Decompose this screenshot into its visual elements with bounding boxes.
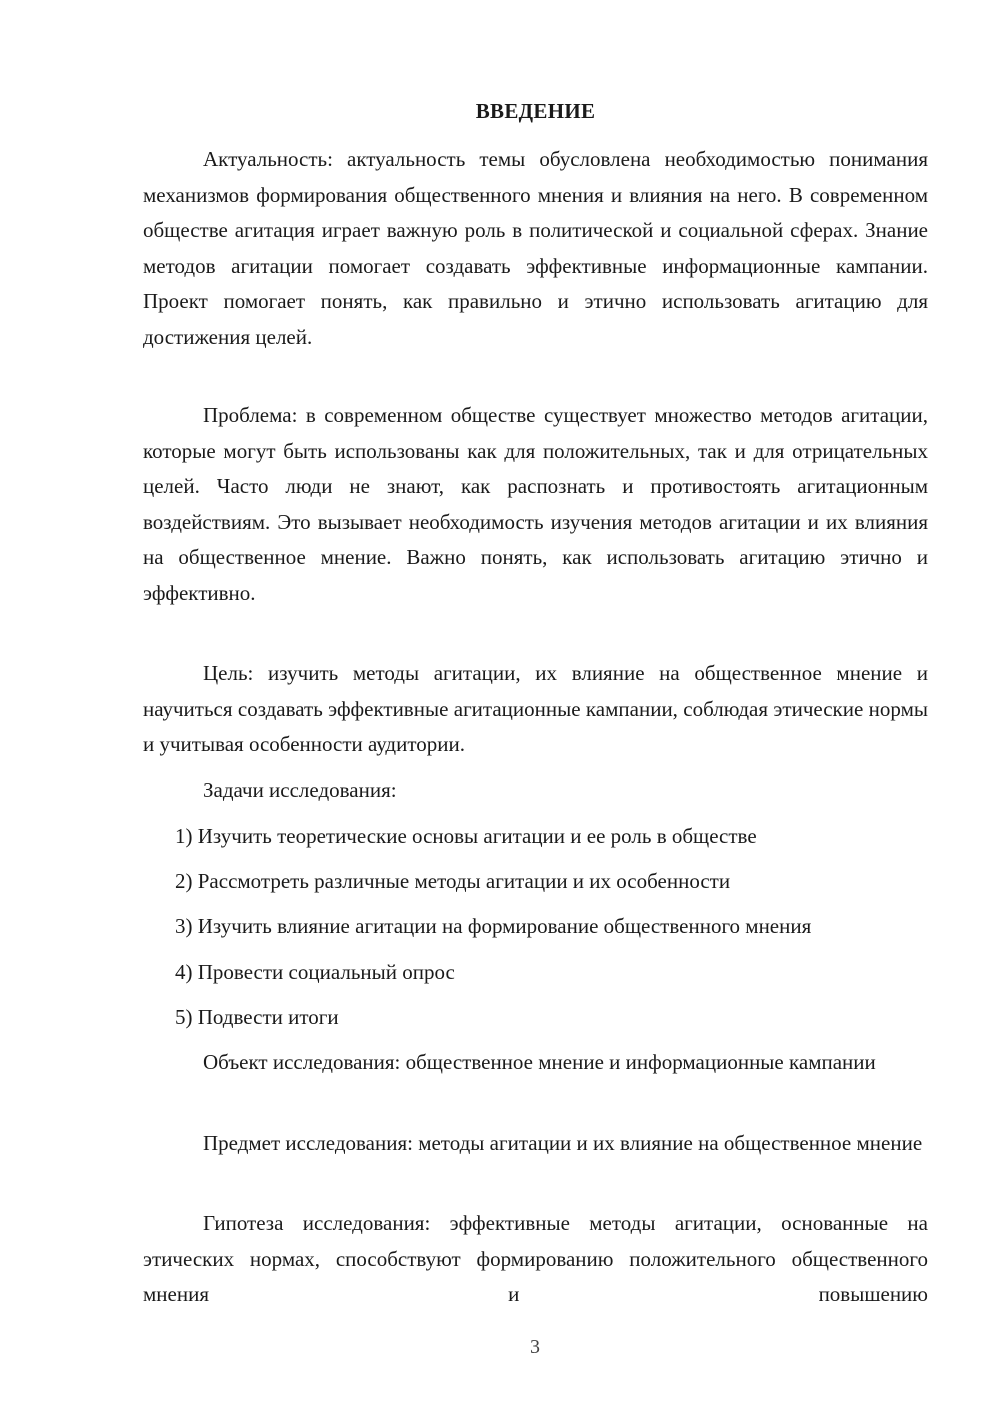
task-item-4: 4) Провести социальный опрос (175, 960, 455, 984)
relevance-paragraph: Актуальность: актуальность темы обусловлена необходимостью понимания механизмов формирования общественного мнения и влияния на него. В современном обществе агитация играет важную роль в политической и социальной сферах. Знание методов агитации помогает создавать эффективные информационные кампании. Проект помогает понять, как правильно и этично использовать агитацию для достижения целей. (143, 147, 928, 349)
goal-paragraph: Цель: изучить методы агитации, их влияние на общественное мнение и научиться создавать эффективные агитационные кампании, соблюдая этические нормы и учитывая особенности аудитории. (143, 661, 928, 756)
problem-paragraph: Проблема: в современном обществе существует множество методов агитации, которые могут быть использованы как для положительных, так и для отрицательных целей. Часто люди не знают, как распознать и противостоять агитационным воздействиям. Это вызывает необходимость изучения методов агитации и их влияния на общественное мнение. Важно понять, как использовать агитацию этично и эффективно. (143, 403, 928, 605)
task-item-5: 5) Подвести итоги (175, 1005, 339, 1029)
task-item-1: 1) Изучить теоретические основы агитации и ее роль в обществе (175, 824, 757, 848)
task-item-2: 2) Рассмотреть различные методы агитации и их особенности (175, 869, 731, 893)
subject-paragraph: Предмет исследования: методы агитации и их влияние на общественное мнение (203, 1131, 923, 1155)
page-title: ВВЕДЕНИЕ (475, 99, 596, 123)
hypothesis-paragraph: Гипотеза исследования: эффективные методы агитации, основанные на этических нормах, способствуют формированию положительного общественного мнения и повышению (143, 1211, 928, 1306)
object-paragraph: Объект исследования: общественное мнение и информационные кампании (203, 1050, 876, 1074)
tasks-heading: Задачи исследования: (203, 778, 397, 802)
task-item-3: 3) Изучить влияние агитации на формирование общественного мнения (175, 914, 812, 938)
page-number: 3 (530, 1336, 540, 1358)
